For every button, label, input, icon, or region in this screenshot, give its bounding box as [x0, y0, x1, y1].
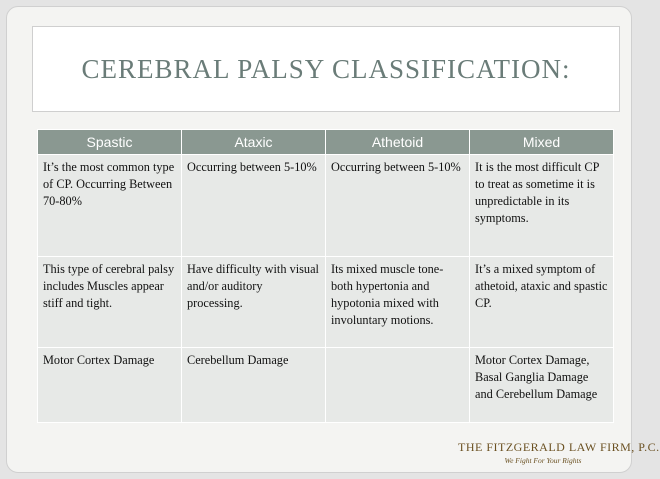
slide-title: CEREBRAL PALSY CLASSIFICATION: — [81, 53, 571, 84]
table-header-row — [38, 130, 614, 155]
law-firm-logo — [458, 440, 660, 470]
title-box — [32, 26, 620, 112]
table-cell: Its mixed muscle tone-both hypertonia and hypotonia mixed with involuntary motions. — [326, 257, 470, 348]
table-cell: Motor Cortex Damage — [38, 348, 182, 423]
header-athetoid: Athetoid — [326, 130, 470, 155]
table-cell: Cerebellum Damage — [182, 348, 326, 423]
header-mixed: Mixed — [470, 130, 614, 155]
table-cell: This type of cerebral palsy includes Muscles appear stiff and tight. — [38, 257, 182, 348]
table-row — [38, 257, 614, 348]
header-spastic: Spastic — [38, 130, 182, 155]
logo-tagline: We Fight For Your Rights — [504, 456, 582, 465]
table-cell: It’s the most common type of CP. Occurring Between 70-80% — [38, 155, 182, 257]
table-cell: Have difficulty with visual and/or auditory processing. — [182, 257, 326, 348]
header-ataxic: Ataxic — [182, 130, 326, 155]
table-row — [38, 348, 614, 423]
logo-name: THE FITZGERALD LAW FIRM, P.C. — [458, 440, 660, 454]
slide — [6, 6, 660, 473]
table-cell: It is the most difficult CP to treat as sometime it is unpredictable in its symptoms. — [470, 155, 614, 257]
table-row — [38, 155, 614, 257]
table-cell: Motor Cortex Damage, Basal Ganglia Damage and Cerebellum Damage — [470, 348, 614, 423]
classification-table — [37, 129, 614, 423]
table-cell — [326, 348, 470, 423]
table-cell: It’s a mixed symptom of athetoid, ataxic and spastic CP. — [470, 257, 614, 348]
table-cell: Occurring between 5-10% — [182, 155, 326, 257]
table-cell: Occurring between 5-10% — [326, 155, 470, 257]
